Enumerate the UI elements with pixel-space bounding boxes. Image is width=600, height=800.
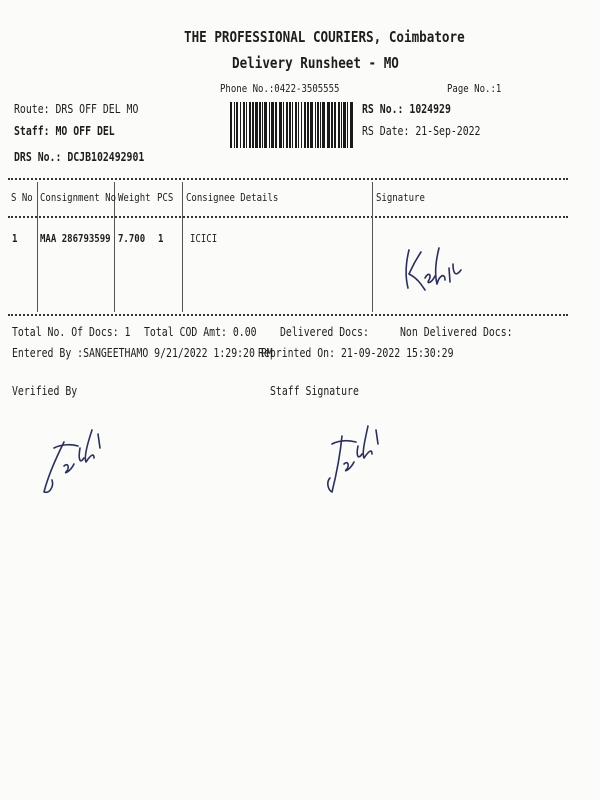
header-consignee-details: Consignee Details bbox=[186, 191, 279, 204]
rs-number: RS No.: 1024929 bbox=[362, 102, 451, 116]
staff-signature-label: Staff Signature bbox=[270, 384, 359, 398]
row-consignment-no: MAA 286793599 bbox=[40, 232, 111, 245]
page-number: Page No.:1 bbox=[447, 82, 502, 95]
barcode bbox=[230, 102, 354, 148]
row-weight: 7.700 bbox=[118, 232, 146, 245]
row-consignee: ICICI bbox=[190, 232, 218, 245]
document-title: Delivery Runsheet - MO bbox=[232, 54, 399, 72]
route-label: Route: DRS OFF DEL MO bbox=[14, 102, 139, 116]
total-cod-amount: Total COD Amt: 0.00 bbox=[144, 325, 257, 339]
column-divider bbox=[372, 182, 373, 312]
row-pcs: 1 bbox=[158, 232, 164, 245]
header-pcs: PCS bbox=[157, 191, 174, 204]
company-name: THE PROFESSIONAL COURIERS, Coimbatore bbox=[184, 28, 465, 46]
non-delivered-docs: Non Delivered Docs: bbox=[400, 325, 513, 339]
header-consignment-no: Consignment No bbox=[40, 191, 117, 204]
entered-by: Entered By :SANGEETHAMO 9/21/2022 1:29:20 PM bbox=[12, 346, 273, 360]
header-weight: Weight bbox=[118, 191, 151, 204]
column-divider bbox=[182, 182, 183, 312]
column-divider bbox=[37, 182, 38, 312]
table-bottom-divider bbox=[8, 314, 568, 316]
reprinted-on: Reprinted On: 21-09-2022 15:30:29 bbox=[258, 346, 454, 360]
verifier-signature bbox=[34, 418, 110, 500]
drs-number: DRS No.: DCJB102492901 bbox=[14, 150, 145, 164]
total-docs: Total No. Of Docs: 1 bbox=[12, 325, 131, 339]
verified-by-label: Verified By bbox=[12, 384, 78, 398]
row-sno: 1 bbox=[12, 232, 18, 245]
phone-number: Phone No.:0422-3505555 bbox=[220, 82, 340, 95]
header-sno: S No bbox=[11, 191, 33, 204]
receiver-signature bbox=[395, 238, 467, 298]
staff-label: Staff: MO OFF DEL bbox=[14, 124, 115, 138]
staff-signature bbox=[318, 416, 384, 498]
delivered-docs: Delivered Docs: bbox=[280, 325, 369, 339]
header-divider bbox=[8, 216, 568, 218]
header-signature: Signature bbox=[376, 191, 425, 204]
rs-date: RS Date: 21-Sep-2022 bbox=[362, 124, 481, 138]
table-top-divider bbox=[8, 178, 568, 180]
